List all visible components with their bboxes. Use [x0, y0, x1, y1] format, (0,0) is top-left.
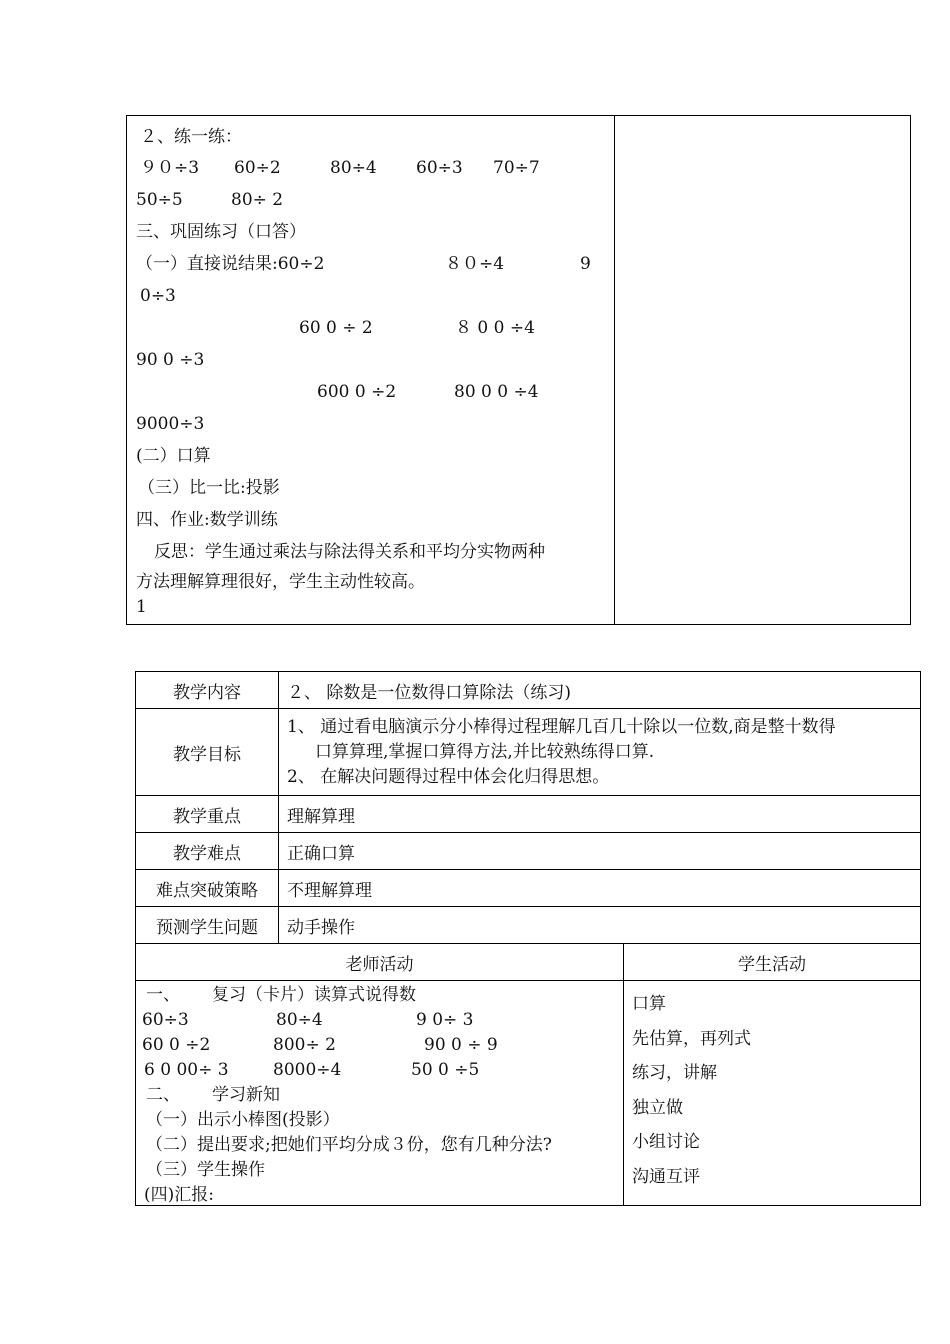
column-divider [614, 116, 615, 624]
text-line: 60 0 ÷ 2 [299, 318, 373, 338]
difficulty-label: 教学难点 [136, 833, 279, 870]
teacher-activity-cell [136, 981, 624, 1206]
text-line: 60÷3 [416, 158, 463, 178]
reflection-line: 反思：学生通过乘法与除法得关系和平均分实物两种 [154, 542, 545, 562]
student-activity-header: 学生活动 [624, 944, 921, 981]
teacher-line: 60÷3 [142, 1010, 189, 1030]
text-line: 80 0 0 ÷4 [454, 382, 539, 402]
teacher-line: 9 0÷ 3 [416, 1010, 474, 1030]
goal-item: 2、 在解决问题得过程中体会化归得思想。 [287, 766, 610, 787]
teacher-line: 8000÷4 [273, 1060, 342, 1080]
text-line: 60÷2 [234, 158, 281, 178]
text-line: 0÷3 [140, 286, 176, 306]
text-line: 80÷ 2 [231, 190, 284, 210]
text-line: ８ 0 0 ÷4 [455, 318, 535, 338]
goal-item-cont: 口算算理,掌握口算得方法,并比较熟练得口算. [315, 741, 655, 762]
lesson-plan-table [135, 671, 921, 1206]
teacher-line: （三）学生操作 [146, 1160, 265, 1180]
goal-value [279, 709, 921, 796]
page-number: 1 [136, 597, 147, 617]
text-line: （三）比一比:投影 [138, 478, 280, 498]
teacher-line: 60 0 ÷2 [142, 1035, 211, 1055]
strategy-label: 难点突破策略 [136, 870, 279, 907]
prediction-label: 预测学生问题 [136, 907, 279, 944]
text-line: ９０÷3 [140, 158, 200, 178]
strategy-value: 不理解算理 [279, 870, 921, 907]
student-line: 沟通互评 [632, 1166, 700, 1187]
teacher-line: 90 0 ÷ 9 [424, 1035, 498, 1055]
student-line: 先估算，再列式 [632, 1028, 751, 1049]
goal-item: 1、 通过看电脑演示分小棒得过程理解几百几十除以一位数,商是整十数得 [287, 716, 836, 737]
teacher-line: 80÷4 [276, 1010, 323, 1030]
text-line: 600 0 ÷2 [317, 382, 397, 402]
reflection-line: 方法理解算理很好，学生主动性较高。 [136, 572, 425, 592]
text-line: 50÷5 [136, 190, 183, 210]
teacher-line: 一、 [146, 985, 180, 1005]
student-activity-cell [624, 981, 921, 1206]
text-line: 90 0 ÷3 [136, 350, 205, 370]
focus-label: 教学重点 [136, 796, 279, 833]
difficulty-value: 正确口算 [279, 833, 921, 870]
teacher-line: 6 0 00÷ 3 [144, 1060, 229, 1080]
text-line: （一）直接说结果:60÷2 [136, 254, 325, 274]
content-label: 教学内容 [136, 672, 279, 709]
text-line: 70÷7 [493, 158, 540, 178]
text-line: 9000÷3 [136, 414, 205, 434]
teacher-line: (四)汇报: [144, 1185, 214, 1205]
student-line: 独立做 [632, 1097, 683, 1118]
teacher-line: 50 0 ÷5 [411, 1060, 480, 1080]
text-line: 三、巩固练习（口答） [136, 222, 306, 242]
teacher-line: （一）出示小棒图(投影） [146, 1110, 340, 1130]
text-line: ８０÷4 [445, 254, 505, 274]
teacher-line: 二、 [146, 1085, 180, 1105]
text-line: ２、练一练： [140, 127, 242, 147]
focus-value: 理解算理 [279, 796, 921, 833]
teacher-activity-header: 老师活动 [136, 944, 624, 981]
text-line: (二）口算 [136, 446, 211, 466]
student-line: 练习，讲解 [632, 1063, 717, 1083]
teacher-line: 800÷ 2 [273, 1035, 336, 1055]
student-line: 小组讨论 [632, 1132, 700, 1152]
prediction-value: 动手操作 [279, 907, 921, 944]
text-line: 80÷4 [330, 158, 377, 178]
goal-label: 教学目标 [136, 709, 279, 796]
text-line: 四、作业:数学训练 [136, 510, 278, 530]
content-value: ２、 除数是一位数得口算除法（练习) [279, 672, 921, 709]
text-line: 9 [580, 254, 591, 274]
teacher-line: 复习（卡片）读算式说得数 [212, 985, 416, 1005]
teacher-line: 学习新知 [212, 1085, 280, 1105]
continuation-table [126, 115, 911, 625]
student-line: 口算 [632, 994, 666, 1014]
teacher-line: （二）提出要求;把她们平均分成３份，您有几种分法? [146, 1135, 552, 1155]
